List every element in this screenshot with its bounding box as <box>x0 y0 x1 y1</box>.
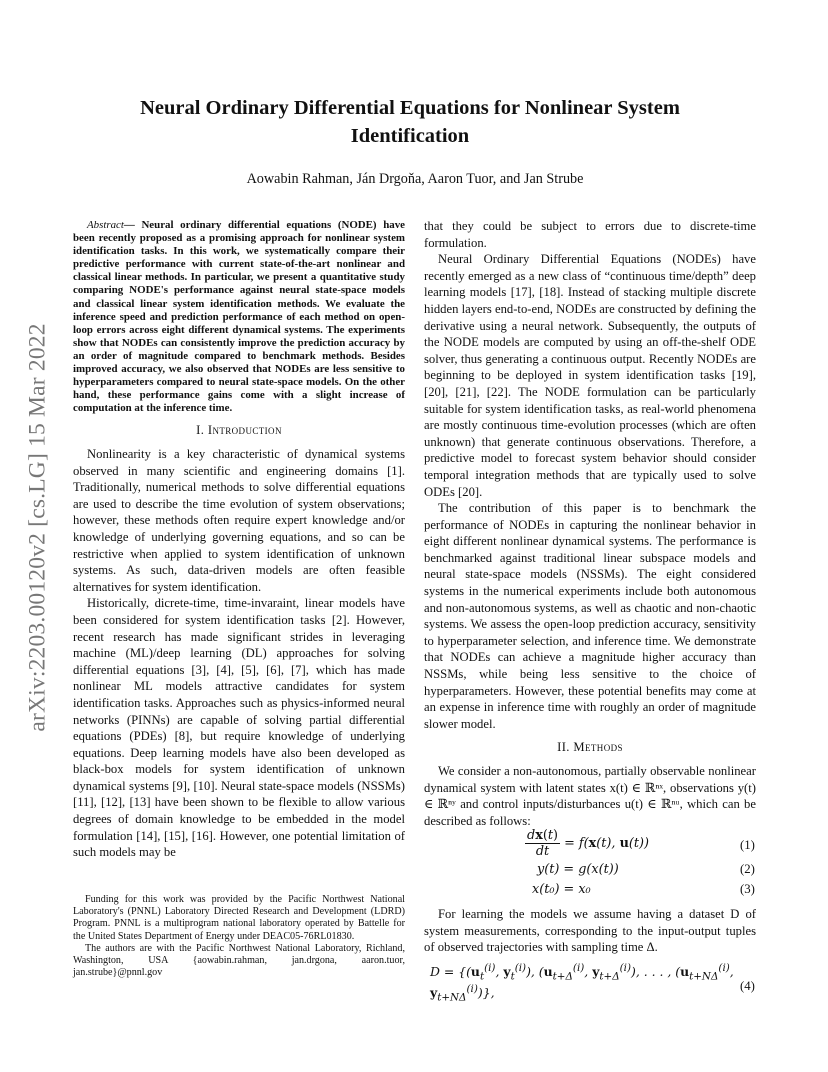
equation-number: (4) <box>740 979 755 993</box>
section-heading-introduction: I. Introduction <box>196 423 282 438</box>
paper-title: Neural Ordinary Differential Equations for Nonlinear System Identification <box>140 97 680 147</box>
equation-2: y(t) = g(x(t)) <box>537 862 619 877</box>
paragraph: For learning the models we assume having a dataset D of system measurements, corresponding to the input-output tuples of observed trajectories with sampling time Δ. <box>424 907 756 955</box>
author-list: Aowabin Rahman, Ján Drgoňa, Aaron Tuor, and Jan Strube <box>246 171 584 187</box>
abstract-text: — Neural ordinary differential equations (NODE) have been recently proposed as a promising approach for nonlinear system identification tasks. In this work, we systematically compare their predictive performance with current state-of-the-art nonlinear and classical linear methods. In particular, we present a quantitative study comparing NODE's performance against neural state-space models and classical linear system identification methods. We evaluate the inference speed and prediction performance of each method on open-loop errors across eight different dynamical systems. The experiments show that NODEs can consistently improve the prediction accuracy by an order of magnitude compared to benchmark methods. Besides improved accuracy, we also observed that NODEs are less sensitive to hyperparameters compared to neural state-space models. On the other hand, these performance gains come with a slight increase of computation at the inference time. <box>73 219 405 415</box>
footnotes <box>73 894 405 979</box>
equation-number: (1) <box>740 838 755 852</box>
equation-number: (2) <box>740 862 755 876</box>
paragraph: that they could be subject to errors due to discrete-time formulation. <box>424 219 756 250</box>
abstract-label: Abstract <box>87 219 124 231</box>
equation-1: $\frac{dx(t)}{dt}$ = f(x(t), u(t)) <box>527 828 650 859</box>
equation-3: x(t₀) = x₀ <box>532 882 591 897</box>
right-column <box>424 218 756 829</box>
paragraph: The contribution of this paper is to benchmark the performance of NODEs in capturing the nonlinear behavior in eight different nonlinear dynamical systems. The performance is benchmarked against traditional linear subspace models and neural state-space models (NSSMs). The eight considered systems in the numerical experiments include both autonomous and non-autonomous systems, as well as chaotic and non-chaotic systems. We assess the open-loop prediction accuracy, sensitivity to hyperparameter selection, and inference time. We demonstrate that NODEs can achieve a magnitude higher accuracy than NSSMs, while being less sensitive to the choice of hyperparameters. However, these potential benefits may come at an expense in inference time with roughly an order of magnitude slower model. <box>424 501 756 731</box>
equation-4: $D = \{(u_t^{(i)}$, $y_t^{(i)}$), ($u_{t+\Delta}^{(i)}$, $y_{t+\Delta}^{(i)}$), . . . , ($u_{t+N\Delta}^{(i)}$, $y_{t+N\Delta}^{(i)}$)}, <box>430 962 734 1004</box>
section-title: Introduction <box>207 423 282 438</box>
footnote-funding: Funding for this work was provided by the Pacific Northwest National Laboratory's (PNNL) Laboratory Directed Research and Development (LDRD) Program. PNNL is a multiprogram national laboratory operated by Battelle for the United States Department of Energy under DEAC05-76RL01830. <box>73 894 405 942</box>
section-heading-methods: II. Methods <box>557 740 623 755</box>
paragraph: Neural Ordinary Differential Equations (NODEs) have recently emerged as a new class of “continuous time/depth” deep learning models [17], [18]. Instead of stacking multiple discrete hidden layers end-to-end, NODEs are constructed by defining the derivative using a neural network. Subsequently, the outputs of the NODE models are computed by using an off-the-shelf ODE solver, thus generating a continuous output. Recently NODEs are beginning to be deployed in system identification tasks [19], [20], [21], [22]. The NODE formulation can be particularly suitable for system identification tasks, as real-world phenomena are mostly continuous time-evolution processes (which are often unknown) that generate continuous observations. Therefore, a predictive model to forecast system behavior should consider temporal integration methods that are typically used to solve ODEs [20]. <box>424 252 756 499</box>
paragraph: We consider a non-autonomous, partially observable nonlinear dynamical system with latent states x(t) ∈ ℝⁿˣ, observations y(t) ∈ ℝⁿʸ and control inputs/disturbances u(t) ∈ ℝⁿᵘ, which can be described as follows: <box>424 764 756 828</box>
section-title: Methods <box>573 740 623 755</box>
paragraph: Nonlinearity is a key characteristic of dynamical systems observed in many scientific and engineering domains [1]. Traditionally, numerical methods to solve differential equations are used to describe the time evolution of system observations; however, these methods often require expert knowledge and/or knowledge of underlying governing equations, and so can be restrictive when applied to system identification of unknown systems. As such, data-driven models are often feasible alternatives for system identification. <box>73 447 405 594</box>
footnote-affiliation: The authors are with the Pacific Northwest National Laboratory, Richland, Washington, USA {aowabin.rahman, jan.drgona, aaron.tuor, jan.strube}@pnnl.gov <box>73 942 405 979</box>
equation-number: (3) <box>740 882 755 896</box>
paragraph: Historically, dicrete-time, time-invaraint, linear models have been considered for system identification tasks [2]. However, recent research has made significant strides in leveraging machine (ML)/deep learning (DL) approaches for solving differential equations [3], [4], [5], [6], [7], which has made nonlinear ML models attractive candidates for system identification tasks. Approaches such as physics-informed neural networks (PINNs) are capable of solving partial differential equations (PDEs) [8], but require knowledge of underlying equations. Deep learning models have also been developed as black-box models for system identification of unknown dynamical systems [9], [10]. Neural state-space models (NSSMs) [11], [12], [13] have been shown to be flexible to allow various degrees of domain knowledge to be embedded in the model formulation [14], [15], [16]. However, one potential limitation of such models may be <box>73 596 405 860</box>
abstract <box>73 219 405 415</box>
arxiv-identifier: arXiv:2203.00120v2 [cs.LG] 15 Mar 2022 <box>24 323 51 732</box>
left-column <box>73 219 405 861</box>
